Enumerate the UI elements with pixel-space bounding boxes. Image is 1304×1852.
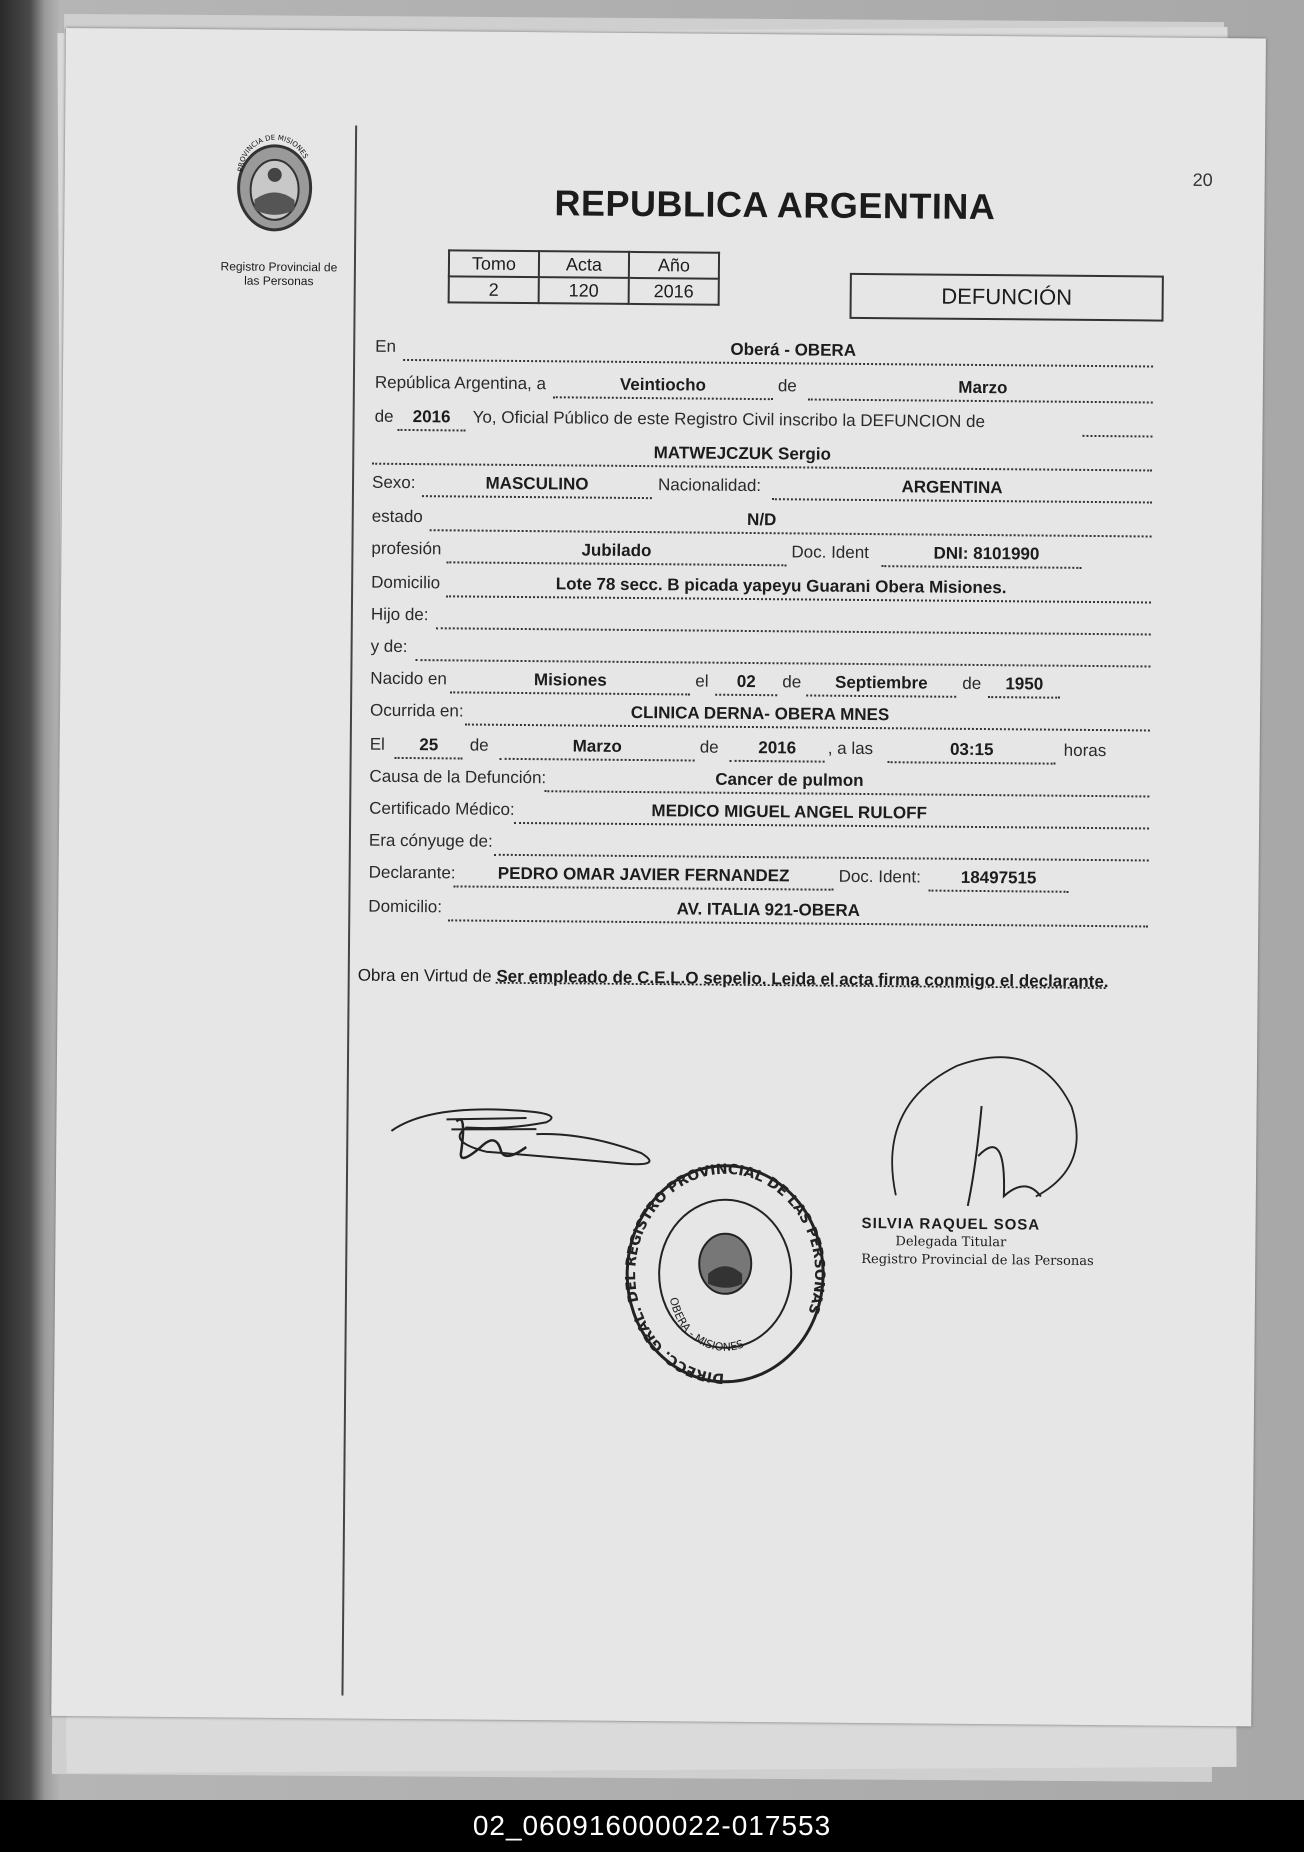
label-de: de bbox=[777, 376, 797, 396]
label-nacido-en: Nacido en bbox=[370, 668, 447, 689]
label-de: de bbox=[374, 406, 394, 426]
dotted-line bbox=[1082, 407, 1152, 438]
label-y-de: y de: bbox=[370, 636, 408, 657]
value-def-mes: Marzo bbox=[572, 736, 622, 756]
value-declarante-doc: 18497515 bbox=[960, 867, 1037, 888]
margin-rule bbox=[341, 126, 357, 1696]
field-row-lugar bbox=[363, 331, 1163, 372]
value-certificado: MEDICO MIGUEL ANGEL RULOFF bbox=[651, 801, 927, 823]
value-nacido-en: Misiones bbox=[533, 670, 607, 690]
label-declarante: Declarante: bbox=[368, 862, 456, 883]
registry-seal-stamp bbox=[619, 1158, 831, 1390]
record-value-anio: 2016 bbox=[629, 278, 719, 305]
label-estado: estado bbox=[371, 506, 423, 527]
death-certificate-page bbox=[51, 28, 1266, 1726]
label-yo: Yo, Oficial Público de este Registro Civil inscribo la DEFUNCION de bbox=[472, 407, 986, 432]
record-reference-table bbox=[448, 249, 720, 305]
value-anio: 2016 bbox=[412, 407, 451, 427]
value-nacionalidad: ARGENTINA bbox=[901, 477, 1003, 498]
value-ocurrida-en: CLINICA DERNA- OBERA MNES bbox=[630, 702, 890, 725]
label-ocurrida-en: Ocurrida en: bbox=[369, 700, 464, 721]
label-de: de bbox=[699, 737, 719, 757]
label-profesion: profesión bbox=[371, 538, 442, 559]
label-obra: Obra en Virtud de bbox=[357, 965, 492, 986]
value-estado: N/D bbox=[747, 509, 777, 530]
value-documento: DNI: 8101990 bbox=[933, 543, 1040, 564]
label-domicilio: Domicilio bbox=[371, 572, 441, 593]
registry-caption-line: las Personas bbox=[244, 273, 314, 289]
record-header-acta: Acta bbox=[539, 251, 629, 278]
value-mes: Marzo bbox=[958, 377, 1008, 398]
value-nac-anio: 1950 bbox=[1005, 674, 1044, 694]
label-en: En bbox=[375, 336, 397, 356]
page-number: 20 bbox=[1192, 169, 1213, 191]
dotted-line bbox=[415, 631, 1150, 667]
value-def-anio: 2016 bbox=[758, 738, 797, 758]
label-sexo: Sexo: bbox=[371, 472, 416, 493]
label-nacionalidad: Nacionalidad: bbox=[657, 475, 762, 496]
value-declarante: PEDRO OMAR JAVIER FERNANDEZ bbox=[497, 863, 790, 886]
seal-outer-text: DIRECC. GRAL. DEL REGISTRO PROVINCIAL DE LAS PERSONAS bbox=[623, 1161, 828, 1386]
officer-name: SILVIA RAQUEL SOSA bbox=[861, 1214, 1041, 1234]
emblem-label: PROVINCIA DE MISIONES bbox=[236, 133, 310, 172]
label-el-cap: El bbox=[369, 734, 385, 754]
label-el: el bbox=[695, 671, 709, 691]
officer-signature-block bbox=[861, 1215, 1094, 1271]
value-domicilio: Lote 78 secc. B picada yapeyu Guarani Obera Misiones. bbox=[555, 574, 1007, 598]
value-sexo: MASCULINO bbox=[485, 473, 589, 494]
value-dia-letras: Veintiocho bbox=[619, 374, 706, 395]
registry-caption-line: Registro Provincial de bbox=[220, 259, 338, 275]
seal-inner-text: OBERA - MISIONES bbox=[666, 1296, 746, 1354]
record-type-box: DEFUNCIÓN bbox=[849, 273, 1163, 322]
value-nac-dia: 02 bbox=[736, 671, 756, 692]
value-lugar: Oberá - OBERA bbox=[730, 339, 857, 360]
field-row-domicilio-declarante bbox=[358, 891, 1158, 932]
value-def-dia: 25 bbox=[419, 735, 439, 755]
value-nac-mes: Septiembre bbox=[834, 672, 928, 693]
label-a-las: , a las bbox=[827, 738, 874, 759]
officer-signature bbox=[875, 1045, 1097, 1237]
label-causa: Causa de la Defunción: bbox=[369, 766, 547, 788]
label-republica: República Argentina, a bbox=[374, 372, 547, 394]
field-obra-virtud bbox=[358, 963, 1148, 996]
provincial-emblem-icon bbox=[224, 129, 325, 240]
value-obra-virtud: Ser empleado de C.E.L.O sepelio. Leida el acta firma conmigo el declarante. bbox=[496, 966, 1109, 992]
officer-office: Registro Provincial de las Personas bbox=[861, 1251, 1094, 1270]
record-header-tomo: Tomo bbox=[449, 250, 539, 277]
record-value-tomo: 2 bbox=[449, 276, 539, 303]
record-header-anio: Año bbox=[629, 252, 719, 279]
document-title: REPUBLICA ARGENTINA bbox=[554, 182, 996, 228]
value-nombre: MATWEJCZUK Sergio bbox=[653, 443, 832, 464]
value-causa: Cancer de pulmon bbox=[715, 769, 864, 790]
label-de: de bbox=[962, 673, 982, 694]
value-profesion: Jubilado bbox=[581, 540, 652, 561]
label-de: de bbox=[469, 735, 489, 755]
officer-title: Delegada Titular bbox=[895, 1234, 1007, 1251]
label-doc-ident: Doc. Ident: bbox=[838, 866, 921, 887]
record-value-acta: 120 bbox=[539, 277, 629, 304]
label-doc-ident: Doc. Ident bbox=[791, 542, 870, 563]
value-declarante-domicilio: AV. ITALIA 921-OBERA bbox=[676, 899, 861, 920]
dotted-line bbox=[494, 826, 1149, 862]
svg-text:OBERA - MISIONES bbox=[666, 1296, 746, 1354]
dotted-line bbox=[436, 599, 1151, 635]
label-conyuge: Era cónyuge de: bbox=[368, 830, 493, 851]
label-domicilio: Domicilio: bbox=[368, 896, 443, 917]
label-de: de bbox=[782, 672, 802, 692]
label-hijo-de: Hijo de: bbox=[370, 604, 429, 625]
label-certificado: Certificado Médico: bbox=[369, 798, 515, 819]
registry-caption bbox=[194, 259, 364, 288]
scan-file-id: 02_060916000022-017553 bbox=[0, 1800, 1304, 1852]
value-def-hora: 03:15 bbox=[949, 739, 994, 760]
label-horas: horas bbox=[1063, 740, 1107, 761]
